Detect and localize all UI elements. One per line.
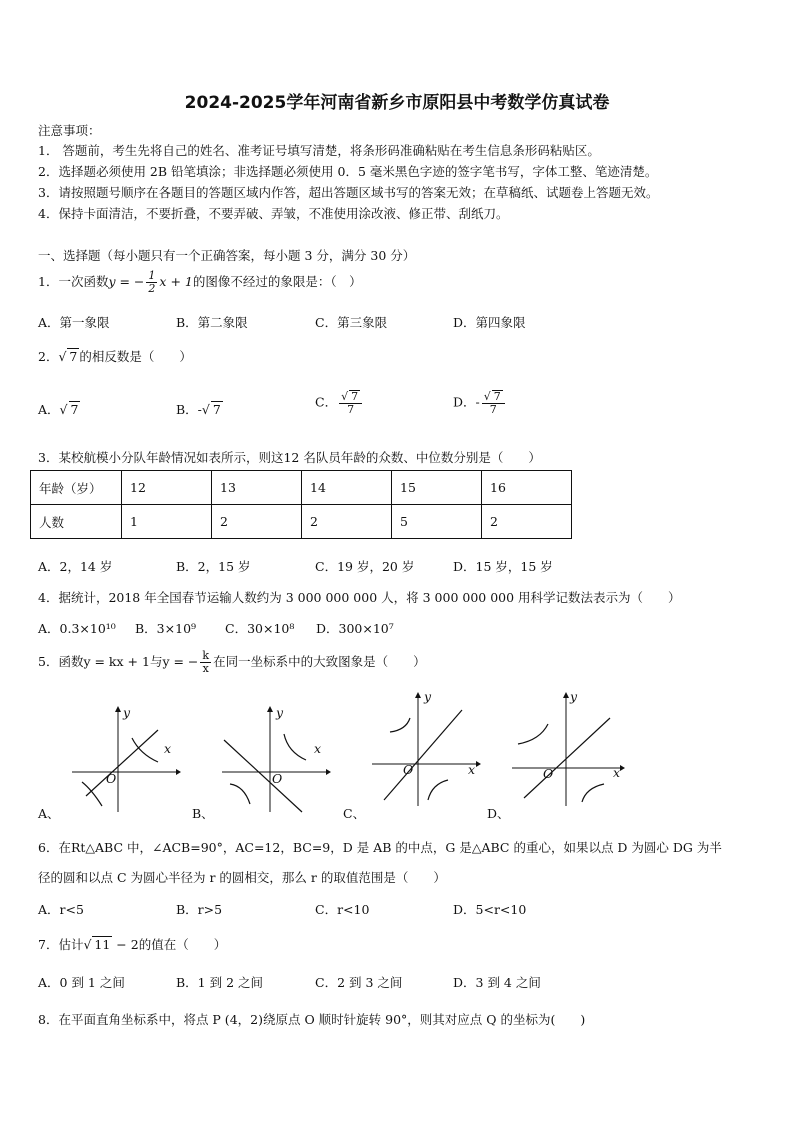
question-8: 8．在平面直角坐标系中，将点 P (4，2)绕原点 O 顺时针旋转 90°，则其对应点 Q 的坐标为( ) [38,1012,586,1027]
q2-option-d[interactable]: D．- $\frac{√ 7}{7}$ [453,390,507,416]
table-cell: 2 [302,505,392,539]
graph-label-b[interactable]: B、 [192,806,214,821]
q1-option-d[interactable]: D．第四象限 [453,315,526,330]
notice-heading: 注意事项： [38,123,101,138]
q2-prefix: 2． [38,349,59,364]
q2-option-b[interactable]: B．-√ 7 [176,402,221,417]
q4-option-d[interactable]: D．300×10⁷ [316,621,394,636]
q6-option-b[interactable]: B．r>5 [176,902,223,917]
q7-option-d[interactable]: D．3 到 4 之间 [453,975,541,990]
axis-x-label: x [164,741,172,756]
q1-expr-rhs: x + 1 [159,274,193,289]
notice-item: 2．选择题必须使用 2B 铅笔填涂；非选择题必须使用 0．5 毫米黑色字迹的签字笔书写，字体工整、笔迹清楚。 [38,164,658,179]
q2-suffix: 的相反数是（ ） [79,349,192,364]
q1-fraction [146,270,157,295]
origin-label: O [403,762,414,777]
question-2: 2．√ 7 的相反数是（ ） [38,349,192,364]
section-heading: 一、选择题（每小题只有一个正确答案，每小题 3 分，满分 30 分） [38,248,416,263]
question-4: 4．据统计，2018 年全国春节运输人数约为 3 000 000 000 人，将 3 000 000 000 用科学记数法表示为（ ） [38,590,681,605]
q3-option-c[interactable]: C．19 岁，20 岁 [315,559,415,574]
table-cell: 人数 [31,505,122,539]
q1-expr-lhs: y = − [108,274,145,289]
q6-option-d[interactable]: D．5<r<10 [453,902,527,917]
q1-option-a[interactable]: A．第一象限 [38,315,110,330]
table-cell: 2 [482,505,572,539]
q7-option-b[interactable]: B．1 到 2 之间 [176,975,264,990]
graph-label-a[interactable]: A、 [38,806,60,821]
origin-label: O [106,771,117,786]
table-cell: 年龄（岁） [31,471,122,505]
notice-item: 4．保持卡面清洁，不要折叠，不要弄破、弄皱，不准使用涂改液、修正带、刮纸刀。 [38,206,509,221]
q4-option-c[interactable]: C．30×10⁸ [225,621,295,636]
q7-option-c[interactable]: C．2 到 3 之间 [315,975,403,990]
q7-option-a[interactable]: A．0 到 1 之间 [38,975,125,990]
axis-y-label: y [123,705,131,720]
q2-option-c[interactable]: C． $\frac{√ 7}{7}$ [315,390,364,416]
q6-option-a[interactable]: A．r<5 [38,902,84,917]
table-cell: 13 [212,471,302,505]
q3-option-b[interactable]: B．2，15 岁 [176,559,251,574]
axis-x-label: x [314,741,322,756]
question-1 [38,270,362,295]
age-table [30,470,572,539]
q1-option-c[interactable]: C．第三象限 [315,315,388,330]
question-3: 3．某校航模小分队年龄情况如表所示，则这12 名队员年龄的众数、中位数分别是（ ） [38,450,541,465]
table-row [31,471,572,505]
q4-option-a[interactable]: A．0.3×10¹⁰ [38,621,116,636]
q1-suffix: 的图像不经过的象限是：（ ） [192,274,362,289]
axis-y-label: y [276,705,284,720]
q1-option-b[interactable]: B．第二象限 [176,315,248,330]
notice-item: 3．请按照题号顺序在各题目的答题区域内作答，超出答题区域书写的答案无效；在草稿纸、试题卷上答题无效。 [38,185,659,200]
axis-y-label: y [424,689,432,704]
table-cell: 5 [392,505,482,539]
graph-label-c[interactable]: C、 [343,806,366,821]
axis-x-label: x [613,765,621,780]
q1-num: 1 [148,269,156,282]
page-title: 2024-2025学年河南省新乡市原阳县中考数学仿真试卷 [184,93,610,113]
axis-y-label: y [570,689,578,704]
origin-label: O [543,766,554,781]
q1-den: 2 [148,282,156,295]
graph-d[interactable] [508,688,628,808]
q2-option-a[interactable]: A．√ 7 [38,402,79,417]
axis-x-label: x [468,762,476,777]
question-6-line1: 6．在Rt△ABC 中，∠ACB=90°，AC=12，BC=9，D 是 AB 的中点，G 是△ABC 的重心，如果以点 D 为圆心 DG 为半 [38,840,722,855]
q3-option-a[interactable]: A．2，14 岁 [38,559,113,574]
q3-option-d[interactable]: D．15 岁，15 岁 [453,559,553,574]
q1-prefix: 1．一次函数 [38,274,109,289]
table-cell: 15 [392,471,482,505]
q6-option-c[interactable]: C．r<10 [315,902,370,917]
table-row [31,505,572,539]
graph-label-d[interactable]: D、 [487,806,510,821]
question-7: 7．估计√ 11 − 2的值在（ ） [38,937,227,952]
table-cell: 16 [482,471,572,505]
table-cell: 1 [122,505,212,539]
origin-label: O [272,771,283,786]
question-5: 5．函数y = kx + 1与y = − $\frac{k}{x}$ 在同一坐标系中的大致图象是（ ） [38,649,426,675]
table-cell: 14 [302,471,392,505]
q2-radicand: 7 [69,349,78,364]
table-cell: 12 [122,471,212,505]
q4-option-b[interactable]: B．3×10⁹ [135,621,197,636]
notice-item: 1． 答题前，考生先将自己的姓名、准考证号填写清楚，将条形码准确粘贴在考生信息条形码粘贴区。 [38,143,600,158]
table-cell: 2 [212,505,302,539]
question-6-line2: 径的圆和以点 C 为圆心半径为 r 的圆相交，那么 r 的取值范围是（ ） [38,870,446,885]
graph-c[interactable] [368,688,483,808]
